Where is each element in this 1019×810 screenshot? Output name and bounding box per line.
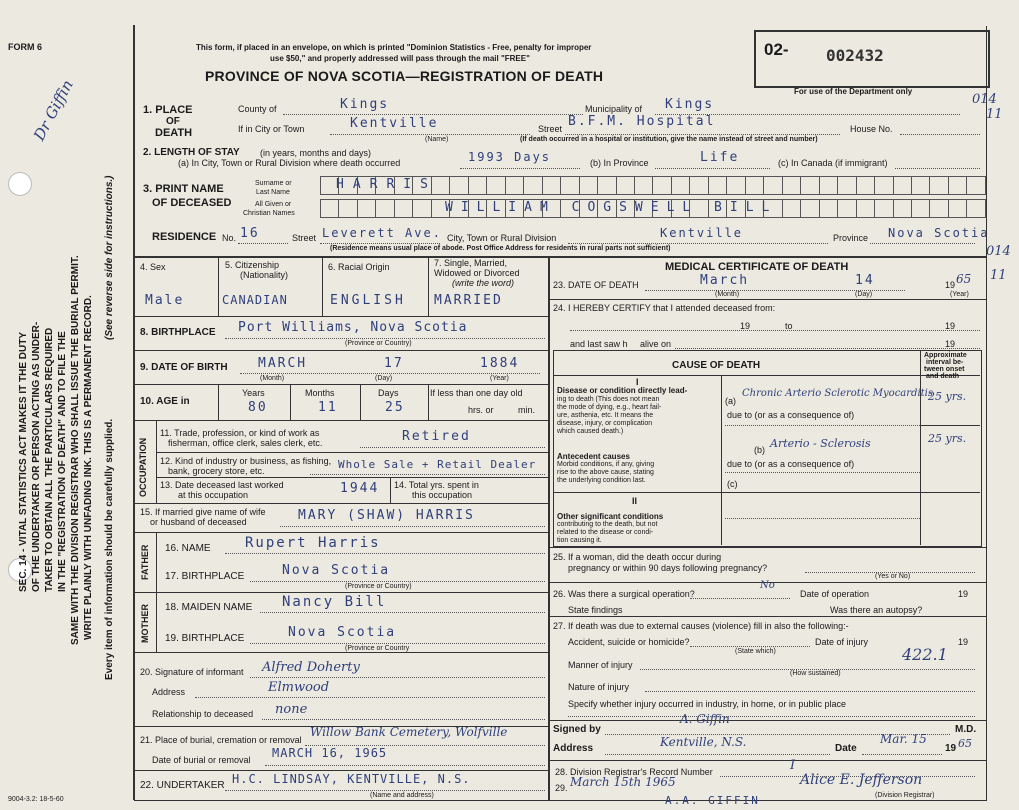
citizenship-label: 5. Citizenship: [225, 260, 280, 270]
sex-label: 4. Sex: [140, 262, 166, 272]
statute-line-7: (See reverse side for instructions.): [104, 175, 115, 340]
residence-province-label: Province: [833, 233, 869, 243]
age-months-label: Months: [305, 388, 335, 398]
birthplace-caption: (Province or Country): [345, 340, 412, 347]
spouse-label-2: or husband of deceased: [150, 517, 247, 527]
footer-code: 9004-3.2: 18-5-60: [8, 796, 64, 803]
mail-notice-line1: This form, if placed in an envelope, on which is printed "Dominion Statistics - Free, penalty for improper: [196, 43, 592, 52]
attended-to: to: [785, 321, 793, 331]
age-min-label: min.: [518, 405, 536, 415]
last-saw-label: and last saw h: [570, 339, 628, 349]
stay-c-label: (c) In Canada (if immigrant): [778, 158, 888, 168]
dob-year: 1884: [480, 356, 520, 371]
county-label: County of: [238, 104, 277, 114]
registrar-caption: (Division Registrar): [875, 792, 935, 799]
burial-date: MARCH 16, 1965: [272, 746, 388, 760]
informant-address: Elmwood: [268, 680, 330, 695]
residence-province: Nova Scotia: [888, 226, 990, 240]
county-value: Kings: [340, 97, 390, 112]
residence-no-label: No.: [222, 233, 237, 243]
racial-label: 6. Racial Origin: [328, 262, 390, 272]
dod-year-prefix: 19: [945, 280, 956, 290]
last-worked-value: 1944: [340, 481, 380, 496]
total-years-label-2: this occupation: [412, 490, 473, 500]
registrar-record-number: I: [790, 758, 796, 773]
age-hrs-label: hrs. or: [468, 405, 494, 415]
cause-b-interval: 25 yrs.: [928, 432, 967, 445]
due-to-2: due to (or as a consequence of): [727, 459, 855, 469]
burial-place: Willow Bank Cemetery, Wolfville: [310, 725, 508, 739]
antecedent-line-1: Antecedent causes: [557, 452, 630, 461]
medical-title: MEDICAL CERTIFICATE OF DEATH: [665, 261, 849, 273]
cause-a-value: Chronic Arterio Sclerotic Myocarditis: [742, 388, 933, 399]
age-years-label: Years: [242, 388, 265, 398]
relationship-value: none: [275, 702, 308, 717]
cert-date: Mar. 15: [880, 732, 927, 746]
surname-value: HARRIS: [336, 177, 437, 192]
relationship-label: Relationship to deceased: [152, 709, 254, 719]
date-of-injury-label: Date of injury: [815, 637, 869, 647]
city-name-caption: (Name): [425, 136, 449, 143]
state-which-caption: (State which): [735, 648, 776, 655]
citizenship-value: CANADIAN: [222, 293, 288, 307]
residence-city-label: City, Town or Rural Division: [447, 233, 557, 243]
marital-label-2: Widowed or Divorced: [434, 268, 520, 278]
page-title: PROVINCE OF NOVA SCOTIA—REGISTRATION OF DEATH: [205, 68, 604, 84]
yes-no-caption: (Yes or No): [875, 573, 911, 580]
due-to-1: due to (or as a consequence of): [727, 410, 855, 420]
name-label-1: 3. PRINT NAME: [143, 183, 224, 195]
part-two-numeral: II: [632, 496, 638, 506]
specify-label: Specify whether injury occurred in industry, in home, or in public place: [568, 699, 846, 709]
dod-month: March: [700, 273, 750, 288]
interval-label-4: and death: [926, 373, 960, 380]
father-birthplace: Nova Scotia: [282, 563, 391, 578]
citizenship-sub: (Nationality): [240, 270, 289, 280]
city-label: If in City or Town: [238, 124, 305, 134]
other-line-4: tion causing it.: [557, 537, 602, 544]
occupation-side-label: OCCUPATION: [138, 437, 148, 497]
cause-b-value: Arterio - Sclerosis: [770, 437, 871, 450]
trade-label-1: 11. Trade, profession, or kind of work as: [160, 428, 320, 438]
surgery-value: No: [760, 580, 775, 591]
physician-signature: A. Giffin: [680, 712, 730, 726]
mother-birthplace-label: 19. BIRTHPLACE: [165, 633, 245, 644]
stay-b-label: (b) In Province: [590, 158, 649, 168]
signed-by-label: Signed by: [553, 724, 601, 735]
burial-place-label: 21. Place of burial, cremation or removal: [140, 735, 302, 745]
place-label-of: OF: [166, 116, 180, 127]
age-days-label: Days: [378, 388, 399, 398]
cause-b-label: (b): [754, 445, 765, 455]
place-label: 1. PLACE: [143, 104, 193, 116]
mother-bp-caption: (Province or Country: [345, 645, 410, 652]
statute-line-4: IN THE "REGISTRATION OF DEATH" AND TO FILE THE: [57, 331, 68, 592]
age-label: 10. AGE in: [140, 396, 190, 407]
other-line-2: contributing to the death, but not: [557, 521, 658, 528]
surgery-label: 26. Was there a surgical operation?: [553, 589, 695, 599]
md-label: M.D.: [955, 724, 977, 735]
municipality-value: Kings: [665, 97, 715, 112]
dob-year-caption: (Year): [490, 375, 509, 382]
dod-day-caption: (Day): [855, 291, 873, 298]
trade-value: Retired: [402, 429, 471, 444]
dept-code-2: 11: [986, 107, 1003, 122]
house-label: House No.: [850, 124, 893, 134]
informant-signature: Alfred Doherty: [262, 660, 360, 675]
registration-number: 002432: [826, 46, 884, 65]
total-years-label-1: 14. Total yrs. spent in: [394, 480, 479, 490]
age-lt-day-label: If less than one day old: [430, 388, 523, 398]
industry-label-2: bank, grocery store, etc.: [168, 466, 265, 476]
marital-value: MARRIED: [434, 293, 503, 308]
attended-to-19: 19: [945, 321, 956, 331]
father-bp-caption: (Province or Country): [345, 583, 412, 590]
interval-label-1: Approximate: [924, 352, 967, 359]
interval-label-2: interval be-: [926, 359, 964, 366]
last-worked-label-2: at this occupation: [178, 490, 249, 500]
other-line-1: Other significant conditions: [557, 512, 664, 521]
registrar-date: March 15th 1965: [570, 775, 676, 789]
hospital-note: (If death occurred in a hospital or institution, give the name instead of street and number): [520, 136, 818, 143]
registration-number-box: [754, 30, 990, 88]
residence-label: RESIDENCE: [152, 231, 217, 243]
registration-prefix: 02-: [764, 40, 789, 59]
mother-birthplace: Nova Scotia: [288, 625, 397, 640]
registrar-date-label: 29.: [555, 783, 568, 793]
antecedent-line-3: rise to the above cause, stating: [557, 469, 654, 476]
street-label: Street: [538, 124, 563, 134]
registrar-signature: Alice E. Jefferson: [800, 772, 923, 788]
father-name: Rupert Harris: [245, 535, 381, 551]
disease-line-3: the mode of dying, e.g., heart fail-: [557, 404, 662, 411]
undertaker-label: 22. UNDERTAKER: [140, 780, 225, 791]
mother-name: Nancy Bill: [282, 594, 387, 610]
margin-note: Dr Giffin: [30, 76, 77, 144]
street-value: B.F.M. Hospital: [568, 114, 716, 129]
mother-name-label: 18. MAIDEN NAME: [165, 602, 253, 613]
cert-year: 65: [958, 737, 972, 750]
date-of-injury-19: 19: [958, 637, 969, 647]
dod-label: 23. DATE OF DEATH: [553, 280, 639, 290]
statute-line-6: WRITE PLAINLY WITH UNFADING INK. THIS IS A PERMANENT RECORD.: [83, 295, 94, 640]
undertaker-value: H.C. LINDSAY, KENTVILLE, N.S.: [232, 772, 471, 786]
cause-c-label: (c): [727, 479, 738, 489]
residence-street: Leverett Ave.: [322, 226, 442, 240]
informant-address-label: Address: [152, 687, 186, 697]
icd-code: 422.1: [902, 645, 948, 664]
nature-label: Nature of injury: [568, 682, 630, 692]
dod-day: 14: [855, 273, 875, 288]
woman-label-1: 25. If a woman, did the death occur during: [553, 552, 722, 562]
other-line-3: related to the disease or condi-: [557, 529, 654, 536]
residence-no: 16: [240, 226, 260, 241]
state-findings-label: State findings: [568, 605, 623, 615]
punch-hole-top: [8, 172, 32, 196]
residence-note: (Residence means usual place of abode. Post Office Address for residents in rural parts not sufficient): [330, 245, 671, 252]
stay-a-value: 1993 Days: [468, 150, 552, 164]
alive-on-label: alive on: [640, 339, 672, 349]
manner-label: Manner of injury: [568, 660, 633, 670]
industry-value: Whole Sale + Retail Dealer: [338, 458, 537, 471]
sex-value: Male: [145, 293, 185, 308]
date-of-operation-19: 19: [958, 589, 969, 599]
last-worked-label-1: 13. Date deceased last worked: [160, 480, 284, 490]
dept-code-4: 11: [990, 268, 1007, 283]
name-label-2: OF DECEASED: [152, 197, 232, 209]
father-birthplace-label: 17. BIRTHPLACE: [165, 571, 245, 582]
father-side-label: FATHER: [140, 544, 150, 580]
statute-line-5: SAME WITH THE DIVISION REGISTRAR WHO SHALL ISSUE THE BURIAL PERMIT.: [70, 255, 81, 645]
stay-label: 2. LENGTH OF STAY: [143, 147, 240, 158]
form-number: FORM 6: [8, 42, 43, 52]
dob-day-caption: (Day): [375, 375, 393, 382]
antecedent-line-4: the underlying condition last.: [557, 477, 646, 484]
surname-label-2: Last Name: [256, 189, 290, 196]
statute-line-1: SEC. 14 - VITAL STATISTICS ACT MAKES IT THE DUTY: [18, 331, 29, 592]
accident-label: Accident, suicide or homicide?: [568, 637, 690, 647]
alive-on-19: 19: [945, 339, 956, 349]
spouse-label-1: 15. If married give name of wife: [140, 507, 266, 517]
cause-a-interval: 25 yrs.: [928, 390, 967, 403]
age-months: 11: [318, 400, 338, 415]
stay-a-label: (a) In City, Town or Rural Division where death occurred: [178, 158, 401, 168]
dod-month-caption: (Month): [715, 291, 740, 298]
dob-day: 17: [384, 356, 404, 371]
given-label-2: Christian Names: [243, 210, 295, 217]
dob-label: 9. DATE OF BIRTH: [140, 362, 228, 373]
trade-label-2: fisherman, office clerk, sales clerk, etc.: [168, 438, 323, 448]
physician-address-label: Address: [553, 743, 594, 754]
cause-title: CAUSE OF DEATH: [672, 360, 761, 371]
interval-label-3: tween onset: [924, 366, 965, 373]
father-name-label: 16. NAME: [165, 543, 211, 554]
cause-a-label: (a): [725, 396, 736, 406]
statute-line-8: Every item of information should be carefully supplied.: [104, 418, 115, 680]
residence-street-label: Street: [292, 233, 317, 243]
dod-year-caption: (Year): [950, 291, 969, 298]
autopsy-label: Was there an autopsy?: [830, 605, 923, 615]
racial-value: ENGLISH: [330, 293, 406, 308]
birthplace-label: 8. BIRTHPLACE: [140, 327, 216, 338]
disease-line-5: disease, injury, or complication: [557, 420, 653, 427]
municipality-label: Municipality of: [585, 104, 643, 114]
disease-line-2: ing to death (This does not mean: [557, 396, 660, 403]
woman-label-2: pregnancy or within 90 days following pregnancy?: [568, 563, 768, 573]
birthplace-value: Port Williams, Nova Scotia: [238, 320, 468, 335]
age-years: 80: [248, 400, 268, 415]
given-value: WILLIAM COGSWELL BILL: [445, 200, 778, 215]
marital-label-3: (write the word): [452, 278, 515, 288]
disease-line-4: ure, asthenia, etc. It means the: [557, 412, 654, 419]
spouse-value: MARY (SHAW) HARRIS: [298, 508, 475, 523]
informant-sig-label: 20. Signature of informant: [140, 667, 244, 677]
industry-label-1: 12. Kind of industry or business, as fishing,: [160, 456, 332, 466]
age-days: 25: [385, 400, 405, 415]
part-one-numeral: I: [636, 377, 639, 387]
registrar-record-label: 28. Division Registrar's Record Number: [555, 767, 713, 777]
cert-year-prefix: 19: [945, 743, 957, 754]
stay-b-value: Life: [700, 150, 740, 165]
dod-year: 65: [956, 272, 972, 286]
place-label-death: DEATH: [155, 127, 193, 139]
statute-line-3: TAKER TO OBTAIN ALL THE PARTICULARS REQUIRED: [44, 327, 55, 592]
dept-code-3: 014: [986, 244, 1011, 259]
undertaker-caption: (Name and address): [370, 792, 434, 799]
disease-line-1: Disease or condition directly lead-: [557, 386, 688, 395]
certify-label: 24. I HEREBY CERTIFY that I attended deceased from:: [553, 303, 776, 313]
attended-from-19: 19: [740, 321, 751, 331]
department-use-caption: For use of the Department only: [794, 87, 913, 96]
antecedent-line-2: Morbid conditions, if any, giving: [557, 461, 655, 468]
how-sustained-caption: (How sustained): [790, 670, 841, 677]
marital-label-1: 7. Single, Married,: [434, 258, 508, 268]
stay-sub: (in years, months and days): [260, 148, 372, 158]
cert-date-label: Date: [835, 743, 857, 754]
statute-line-2: OF THE UNDERTAKER OR PERSON ACTING AS UNDER-: [31, 321, 42, 592]
surname-label-1: Surname or: [255, 180, 292, 187]
mail-notice-line2: use $50," and properly addressed will pass through the mail "FREE": [270, 54, 530, 63]
date-of-operation-label: Date of operation: [800, 589, 870, 599]
burial-date-label: Date of burial or removal: [152, 755, 251, 765]
mother-side-label: MOTHER: [140, 604, 150, 643]
dob-month: MARCH: [258, 356, 308, 371]
residence-city: Kentville: [660, 226, 744, 240]
disease-line-6: which caused death.): [557, 428, 624, 435]
dept-code-1: 014: [972, 92, 997, 107]
bottom-name: A.A. GIFFIN: [665, 794, 760, 807]
dob-month-caption: (Month): [260, 375, 285, 382]
city-value: Kentville: [350, 116, 439, 131]
given-label-1: All Given or: [255, 201, 292, 208]
external-label: 27. If death was due to external causes (violence) fill in also the following:-: [553, 621, 849, 631]
physician-address: Kentville, N.S.: [660, 735, 747, 749]
left-margin-rule: [133, 25, 135, 800]
